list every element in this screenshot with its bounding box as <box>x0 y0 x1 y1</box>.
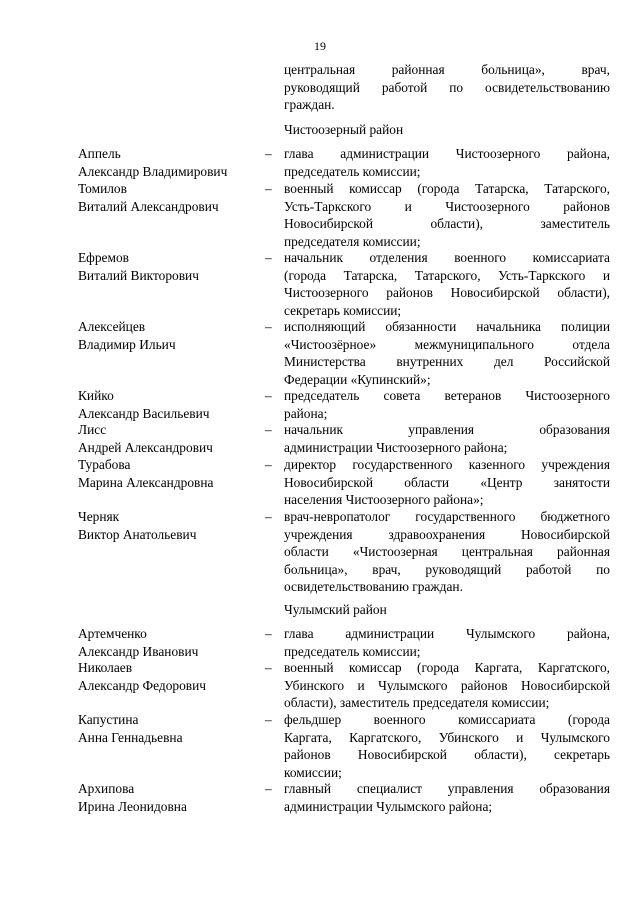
member-role: исполняющий обязанности начальника полиции «Чистоозёрное» межмуниципального отдела Министерства внутренних дел Российской Федерации «Купинский»; <box>284 319 610 387</box>
member-name: Архипова Ирина Леонидовна <box>78 781 187 814</box>
member-name: Турабова Марина Александровна <box>78 457 214 490</box>
dash: – <box>265 422 272 437</box>
dash: – <box>265 319 272 334</box>
dash: – <box>265 181 272 196</box>
member-role: фельдшер военного комиссариата (города Каргата, Каргатского, Убинского и Чулымского районов Новосибирской области), секретарь комиссии; <box>284 712 610 780</box>
member-name: Капустина Анна Геннадьевна <box>78 712 183 745</box>
text-line: руководящий работой по освидетельствованию <box>284 79 610 95</box>
member-role: военный комиссар (города Татарска, Татарского, Усть-Таркского и Чистоозерного районов Новосибирской области), заместитель председателя комиссии; <box>284 181 610 249</box>
dash: – <box>265 457 272 472</box>
dash: – <box>265 660 272 675</box>
member-name: Томилов Виталий Александрович <box>78 181 219 214</box>
dash: – <box>265 781 272 796</box>
section-title: Чулымский район <box>284 602 387 617</box>
member-role: главный специалист управления образования администрации Чулымского района; <box>284 781 610 814</box>
member-role: директор государственного казенного учреждения Новосибирской области «Центр занятости населения Чистоозерного района»; <box>284 457 610 507</box>
dash: – <box>265 146 272 161</box>
text-line: центральная районная больница», врач, <box>284 62 610 77</box>
member-role: военный комиссар (города Каргата, Каргатского, Убинского и Чулымского районов Новосибирской области), заместитель председателя комиссии; <box>284 660 610 710</box>
section-title: Чистоозерный район <box>284 122 404 137</box>
member-name: Алексейцев Владимир Ильич <box>78 319 176 352</box>
member-name: Артемченко Александр Иванович <box>78 626 199 659</box>
page-number: 19 <box>314 39 326 53</box>
text-line: граждан. <box>284 97 335 112</box>
member-name: Ефремов Виталий Викторович <box>78 250 199 283</box>
member-role: начальник управления образования администрации Чистоозерного района; <box>284 422 610 455</box>
dash: – <box>265 509 272 524</box>
dash: – <box>265 712 272 727</box>
member-role: глава администрации Чулымского района, председатель комиссии; <box>284 626 610 659</box>
member-name: Николаев Александр Федорович <box>78 660 207 693</box>
member-role: врач-невропатолог государственного бюджетного учреждения здравоохранения Новосибирской области «Чистоозерная центральная районная больница», врач, руководящий работой по освидетельствованию граждан. <box>284 509 610 594</box>
dash: – <box>265 626 272 641</box>
member-role: глава администрации Чистоозерного района, председатель комиссии; <box>284 146 610 179</box>
member-name: Аппель Александр Владимирович <box>78 146 228 179</box>
member-role: начальник отделения военного комиссариата (города Татарска, Татарского, Усть-Таркского и Чистоозерного районов Новосибирской области), секретарь комиссии; <box>284 250 610 318</box>
dash: – <box>265 388 272 403</box>
member-name: Лисс Андрей Александрович <box>78 422 213 455</box>
dash: – <box>265 250 272 265</box>
member-name: Черняк Виктор Анатольевич <box>78 509 197 542</box>
member-role: председатель совета ветеранов Чистоозерного района; <box>284 388 610 421</box>
continued-text <box>284 61 610 114</box>
member-name: Кийко Александр Васильевич <box>78 388 210 421</box>
